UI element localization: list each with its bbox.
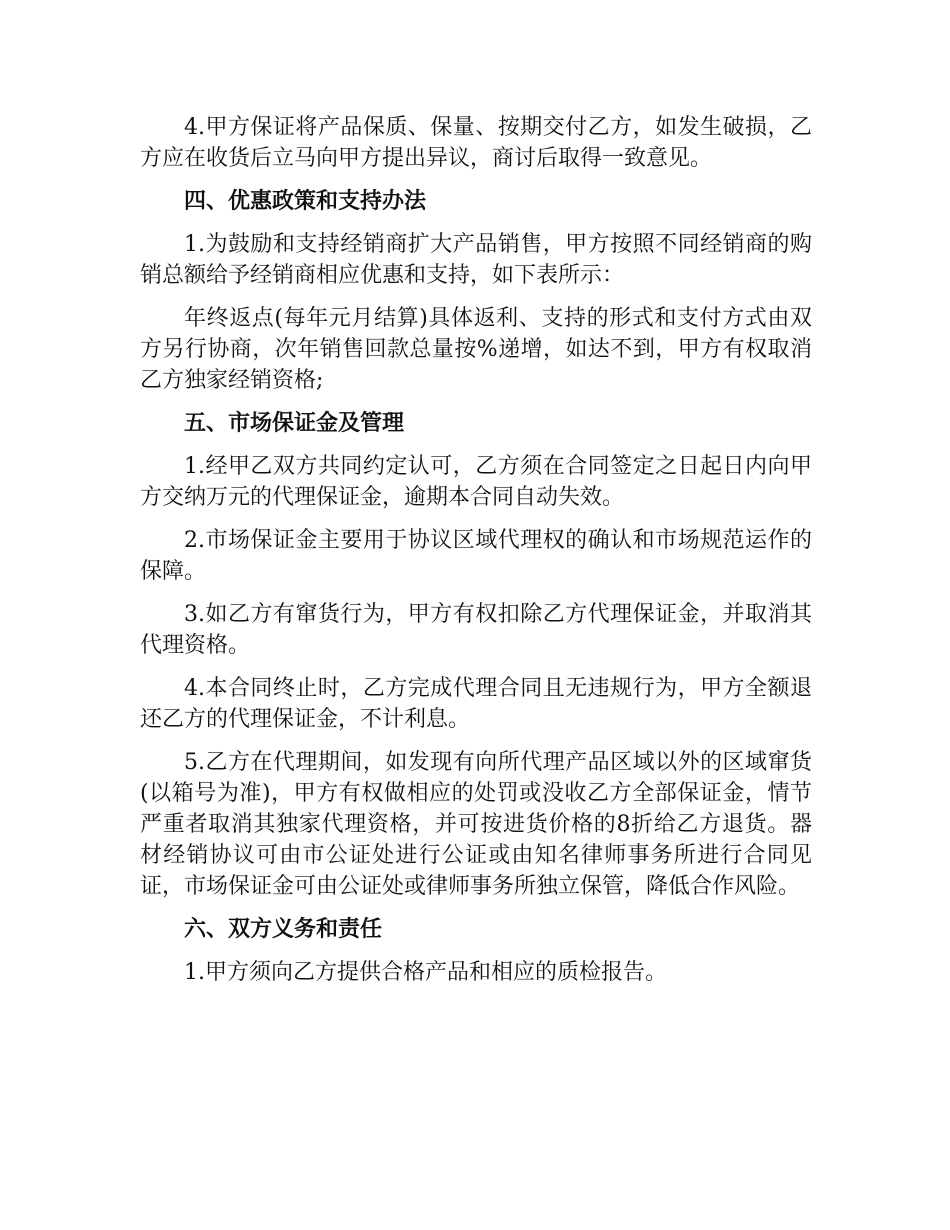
clause-4-delivery-quality: 4.甲方保证将产品保质、保量、按期交付乙方，如发生破损，乙方应在收货后立马向甲方提出异议，商讨后取得一致意见。 (140, 115, 812, 171)
clause-3-cross-selling: 3.如乙方有窜货行为，甲方有权扣除乙方代理保证金，并取消其代理资格。 (140, 602, 812, 658)
clause-1-deposit: 1.经甲乙双方共同约定认可，乙方须在合同签定之日起日内向甲方交纳万元的代理保证金，逾期本合同自动失效。 (140, 454, 812, 510)
clause-5-penalty: 5.乙方在代理期间，如发现有向所代理产品区域以外的区域窜货(以箱号为准)，甲方有权做相应的处罚或没收乙方全部保证金，情节严重者取消其独家代理资格，并可按进货价格的8折给乙方退货。器材经销协议可由市公证处进行公证或由知名律师事务所进行合同见证，市场保证金可由公证处或律师事务所独立保管，降低合作风险。 (140, 750, 812, 899)
section-heading-5: 五、市场保证金及管理 (184, 411, 405, 436)
document-page (140, 112, 812, 1000)
clause-4-refund: 4.本合同终止时，乙方完成代理合同且无违规行为，甲方全额退还乙方的代理保证金，不计利息。 (140, 676, 812, 732)
clause-year-end-rebate: 年终返点(每年元月结算)具体返利、支持的形式和支付方式由双方另行协商，次年销售回款总量按%递增，如达不到，甲方有权取消乙方独家经销资格; (140, 306, 812, 393)
section-heading-6: 六、双方义务和责任 (184, 917, 383, 942)
clause-1-obligations: 1.甲方须向乙方提供合格产品和相应的质检报告。 (184, 960, 667, 985)
clause-1-support: 1.为鼓励和支持经销商扩大产品销售，甲方按照不同经销商的购销总额给予经销商相应优惠和支持，如下表所示： (140, 232, 812, 288)
section-heading-4: 四、优惠政策和支持办法 (184, 189, 427, 214)
clause-2-deposit-purpose: 2.市场保证金主要用于协议区域代理权的确认和市场规范运作的保障。 (140, 528, 812, 584)
